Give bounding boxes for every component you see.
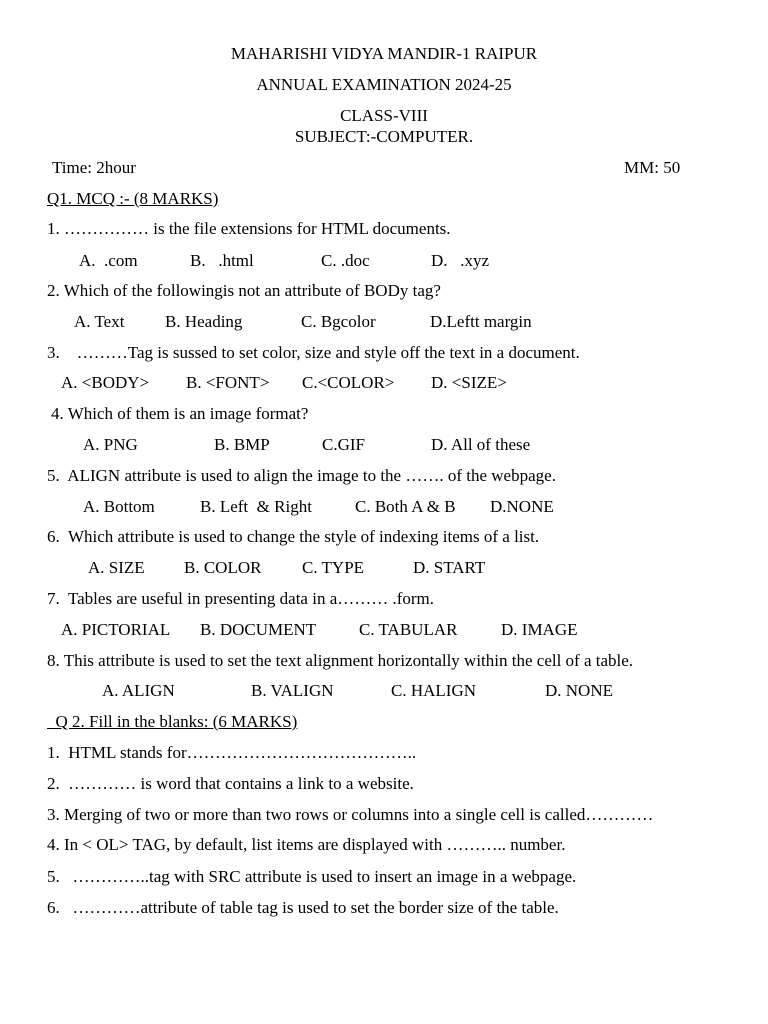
- q5-option-b: B. Left & Right: [200, 497, 312, 516]
- q1-option-a: A. .com: [79, 251, 138, 270]
- class-label: CLASS-VIII: [340, 106, 428, 125]
- school-name: MAHARISHI VIDYA MANDIR-1 RAIPUR: [230, 44, 538, 63]
- q4-option-d: D. All of these: [431, 435, 531, 454]
- question-1: 1. …………… is the file extensions for HTML documents.: [47, 219, 451, 238]
- q2-option-a: A. Text: [74, 312, 125, 331]
- q6-option-d: D. START: [413, 558, 486, 577]
- max-marks: MM: 50: [624, 158, 681, 177]
- blank-2: 2. ………… is word that contains a link to a website.: [47, 774, 414, 793]
- q4-option-c: C.GIF: [322, 435, 365, 454]
- q3-option-b: B. <FONT>: [186, 373, 270, 392]
- q8-option-d: D. NONE: [545, 681, 613, 700]
- q7-option-a: A. PICTORIAL: [61, 620, 171, 639]
- q5-option-a: A. Bottom: [83, 497, 155, 516]
- q4-option-a: A. PNG: [83, 435, 138, 454]
- q1-option-c: C. .doc: [321, 251, 370, 270]
- q6-option-a: A. SIZE: [88, 558, 145, 577]
- q6-option-c: C. TYPE: [302, 558, 365, 577]
- question-8: 8. This attribute is used to set the text alignment horizontally within the cell of a table.: [47, 651, 634, 670]
- q1-option-d: D. .xyz: [431, 251, 490, 270]
- q3-option-d: D. <SIZE>: [431, 373, 507, 392]
- q4-option-b: B. BMP: [214, 435, 270, 454]
- q2-option-d: D.Leftt margin: [430, 312, 532, 331]
- q5-option-d: D.NONE: [490, 497, 554, 516]
- q7-option-b: B. DOCUMENT: [200, 620, 317, 639]
- blank-5: 5. …………..tag with SRC attribute is used to insert an image in a webpage.: [47, 867, 577, 886]
- section1-heading: Q1. MCQ :- (8 MARKS): [47, 189, 219, 208]
- q8-option-b: B. VALIGN: [251, 681, 334, 700]
- q5-option-c: C. Both A & B: [355, 497, 456, 516]
- q2-option-b: B. Heading: [165, 312, 243, 331]
- question-4: 4. Which of them is an image format?: [51, 404, 309, 423]
- q2-option-c: C. Bgcolor: [301, 312, 376, 331]
- q3-option-c: C.<COLOR>: [302, 373, 395, 392]
- subject-label: SUBJECT:-COMPUTER.: [294, 127, 474, 146]
- blank-1: 1. HTML stands for…………………………………..: [47, 743, 417, 762]
- question-2: 2. Which of the followingis not an attribute of BODy tag?: [47, 281, 441, 300]
- q7-option-d: D. IMAGE: [501, 620, 578, 639]
- time-label: Time: 2hour: [52, 158, 136, 177]
- question-3: 3. ………Tag is sussed to set color, size and style off the text in a document.: [47, 343, 580, 362]
- question-6: 6. Which attribute is used to change the style of indexing items of a list.: [47, 527, 540, 546]
- q8-option-a: A. ALIGN: [102, 681, 175, 700]
- blank-4: 4. In < OL> TAG, by default, list items are displayed with ……….. number.: [47, 835, 566, 854]
- section2-heading: Q 2. Fill in the blanks: (6 MARKS): [55, 712, 298, 731]
- question-5: 5. ALIGN attribute is used to align the image to the ……. of the webpage.: [47, 466, 556, 485]
- q7-option-c: C. TABULAR: [359, 620, 458, 639]
- exam-title: ANNUAL EXAMINATION 2024-25: [256, 75, 512, 94]
- q8-option-c: C. HALIGN: [391, 681, 476, 700]
- q6-option-b: B. COLOR: [184, 558, 262, 577]
- blank-3: 3. Merging of two or more than two rows or columns into a single cell is called…………: [47, 805, 654, 824]
- q3-option-a: A. <BODY>: [61, 373, 150, 392]
- blank-6: 6. …………attribute of table tag is used to set the border size of the table.: [47, 898, 559, 917]
- question-7: 7. Tables are useful in presenting data in a……… .form.: [47, 589, 435, 608]
- q1-option-b: B. .html: [190, 251, 254, 270]
